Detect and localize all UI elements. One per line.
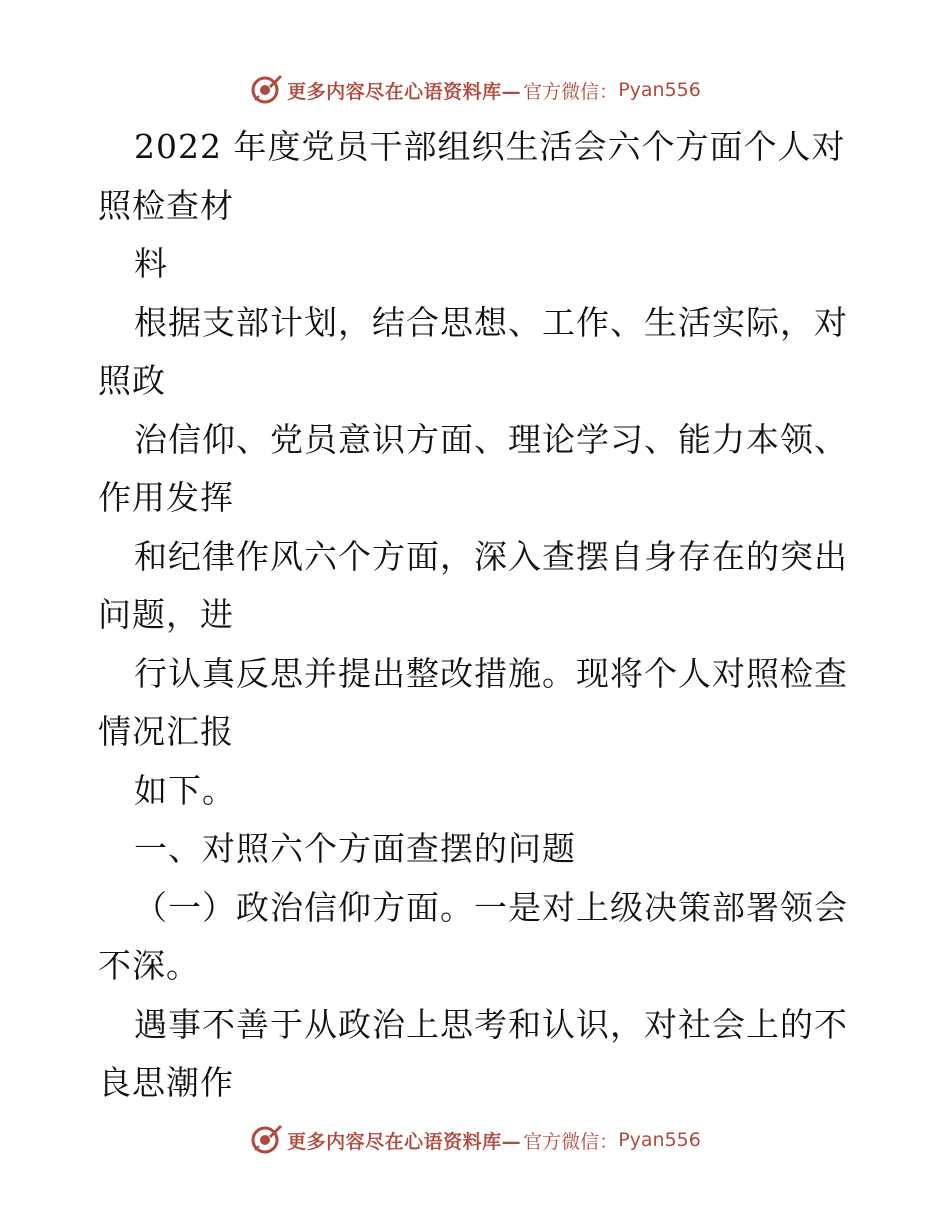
title-line-2: 照检查材	[98, 185, 234, 225]
pen-logo-icon	[249, 73, 283, 107]
paragraph-line: 遇事不善于从政治上思考和认识，对社会上的不	[134, 1004, 848, 1044]
footer-banner	[0, 1120, 950, 1160]
paragraph-line: 根据支部计划，结合思想、工作、生活实际，对	[134, 302, 848, 342]
title-line-3: 料	[134, 244, 168, 283]
paragraph-line: 行认真反思并提出整改措施。现将个人对照检查	[134, 653, 848, 693]
footer-wechat-id: Pyan556	[618, 1129, 701, 1151]
paragraph-line: 照政	[98, 361, 166, 400]
paragraph-line: 问题，进	[98, 595, 234, 634]
header-promo-text: 更多内容尽在心语资料库—	[287, 80, 522, 103]
paragraph-line: 情况汇报	[98, 712, 234, 751]
section-heading: 一、对照六个方面查摆的问题	[134, 829, 576, 868]
header-banner	[0, 70, 950, 110]
pen-logo-icon	[249, 1123, 283, 1157]
header-wechat-label: 官方微信：	[523, 80, 619, 103]
paragraph-line: 和纪律作风六个方面，深入查摆自身存在的突出	[134, 536, 848, 576]
footer-wechat-label: 官方微信：	[523, 1130, 619, 1153]
paragraph-line: 良思潮作	[98, 1063, 234, 1102]
paragraph-line: 作用发挥	[98, 478, 234, 517]
header-wechat-id: Pyan556	[618, 79, 701, 101]
subsection-line: 不深。	[98, 946, 200, 985]
paragraph-line: 治信仰、党员意识方面、理论学习、能力本领、	[134, 419, 848, 459]
subsection-line: （一）政治信仰方面。一是对上级决策部署领会	[134, 887, 848, 927]
paragraph-line: 如下。	[134, 770, 236, 810]
document-body	[98, 118, 858, 1113]
title-line-1: 2022 年度党员干部组织生活会六个方面个人对	[134, 127, 846, 166]
footer-promo-text: 更多内容尽在心语资料库—	[287, 1130, 522, 1153]
